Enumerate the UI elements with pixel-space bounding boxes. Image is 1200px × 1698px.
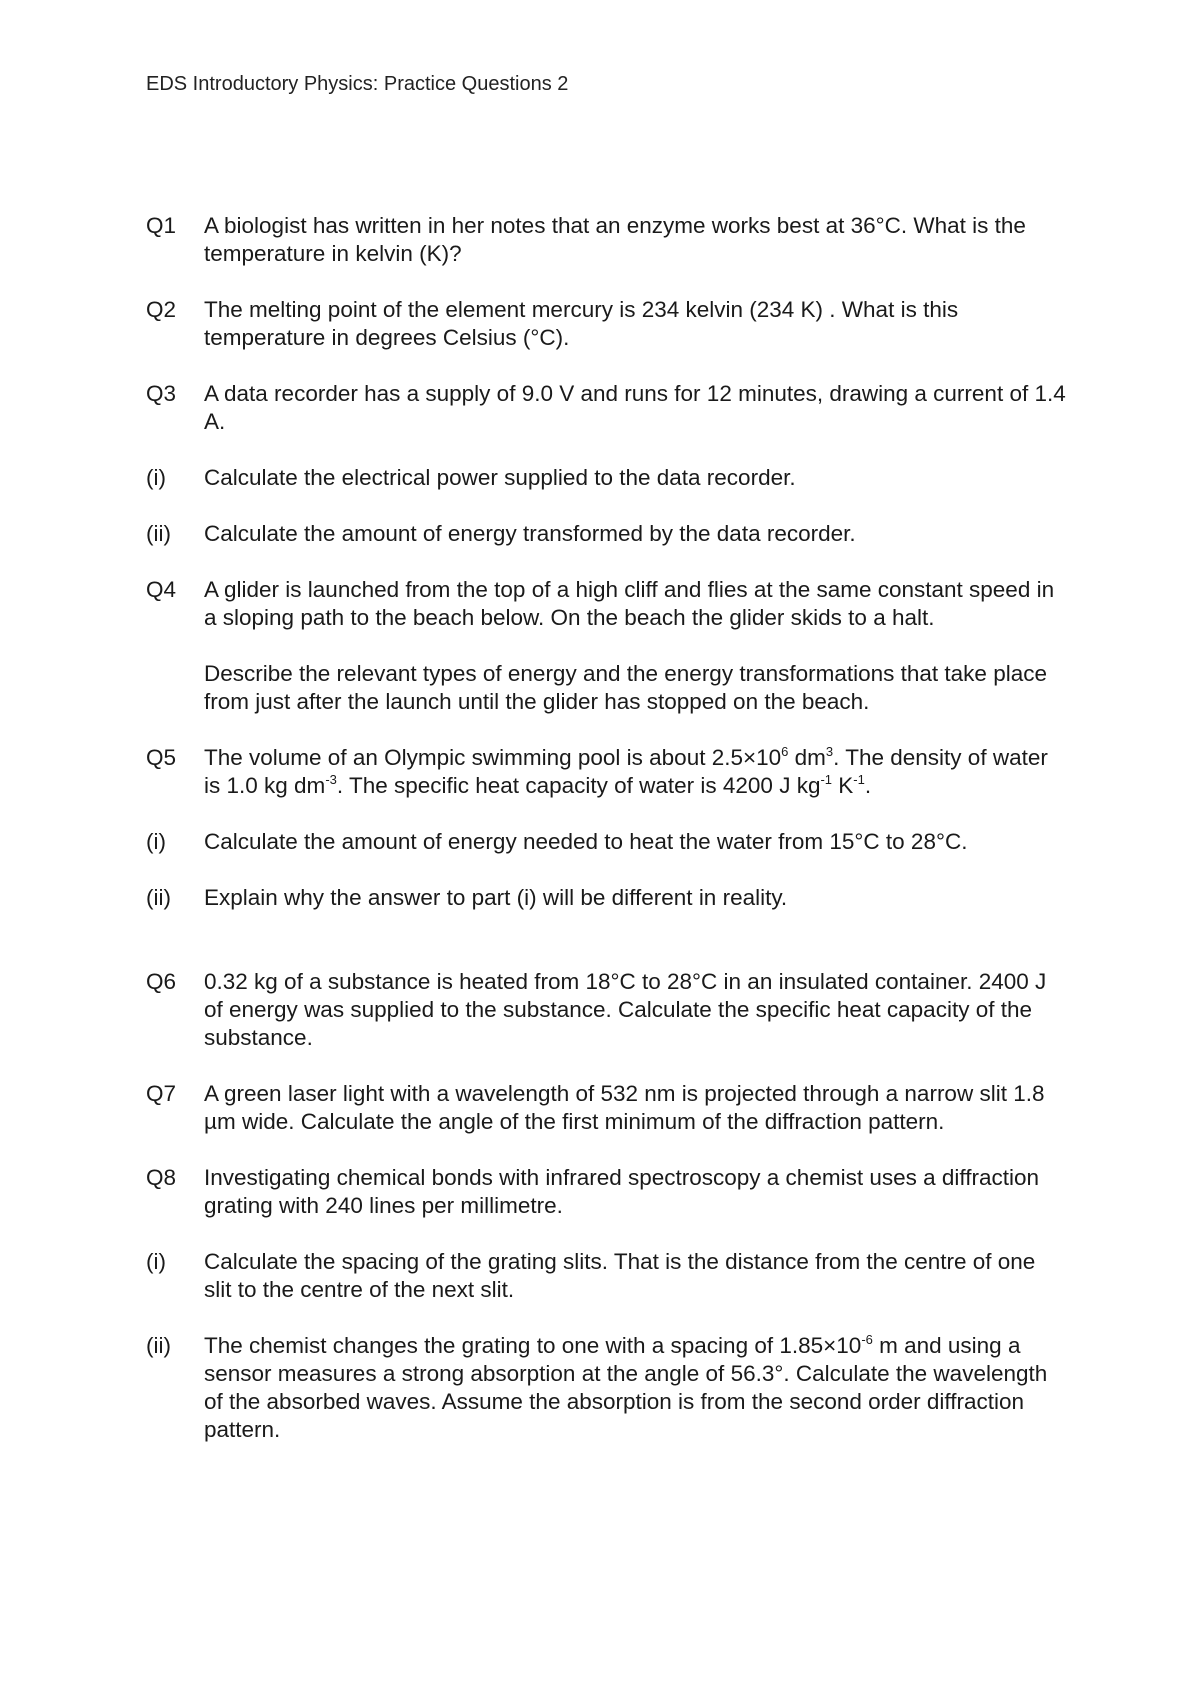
question-text-followup: Describe the relevant types of energy and the energy transformations that take place from just after the launch until the glider has stopped on the beach.: [204, 661, 1047, 714]
part-text: [204, 1332, 1066, 1444]
question-label: Q1: [146, 213, 177, 238]
question-q7: [146, 1080, 1066, 1136]
question-q6: [146, 968, 1066, 1052]
page-header: EDS Introductory Physics: Practice Questions 2: [146, 73, 569, 95]
exponent: -6: [861, 1331, 873, 1347]
question-text: A green laser light with a wavelength of 532 nm is projected through a narrow slit 1.8 µm wide. Calculate the angle of the first minimum of the diffraction pattern.: [204, 1081, 1045, 1134]
question-q2: [146, 296, 1066, 352]
question-q4: [146, 576, 1066, 716]
question-label: Q5: [146, 745, 177, 770]
text-segment: .: [864, 773, 872, 798]
question-text: 0.32 kg of a substance is heated from 18°C to 28°C in an insulated container. 2400 J of energy was supplied to the substance. Calculate the specific heat capacity of the substance.: [204, 969, 1047, 1050]
question-q5-part-i: [146, 828, 1066, 856]
question-text: [204, 744, 1066, 800]
part-text: Calculate the spacing of the grating slits. That is the distance from the centre of one slit to the centre of the next slit.: [204, 1249, 1036, 1302]
question-label: Q4: [146, 577, 177, 602]
part-text: Calculate the electrical power supplied to the data recorder.: [204, 465, 796, 490]
part-text: Calculate the amount of energy transformed by the data recorder.: [204, 521, 856, 546]
part-label: (i): [146, 1249, 166, 1274]
text-segment: The chemist changes the grating to one with a spacing of 1.85×10: [204, 1333, 862, 1358]
part-label: (ii): [146, 521, 171, 546]
exponent: 6: [781, 743, 789, 759]
question-text: The melting point of the element mercury is 234 kelvin (234 K) . What is this temperature in degrees Celsius (°C).: [204, 297, 959, 350]
question-q8-part-i: [146, 1248, 1066, 1304]
text-segment: . The specific heat capacity of water is 4200 J kg: [336, 773, 821, 798]
text-segment: m and using a sensor measures a strong absorption at the angle of 56.3°. Calculate the wavelength of the absorbed waves. Assume the absorption is from the second order diffraction pattern.: [204, 1333, 1048, 1442]
question-q8-part-ii: [146, 1332, 1066, 1444]
part-label: (i): [146, 465, 166, 490]
question-label: Q3: [146, 381, 177, 406]
text-segment: The volume of an Olympic swimming pool is about 2.5×10: [204, 745, 782, 770]
question-list: [146, 212, 1066, 1472]
exponent: 3: [825, 743, 834, 759]
exponent: -3: [325, 771, 337, 787]
question-label: Q8: [146, 1165, 177, 1190]
question-q3-part-i: [146, 464, 1066, 492]
question-text: A biologist has written in her notes that an enzyme works best at 36°C. What is the temperature in kelvin (K)?: [204, 213, 1026, 266]
question-text: A glider is launched from the top of a high cliff and flies at the same constant speed in a sloping path to the beach below. On the beach the glider skids to a halt.: [204, 577, 1055, 630]
question-text: A data recorder has a supply of 9.0 V and runs for 12 minutes, drawing a current of 1.4 A.: [204, 381, 1066, 434]
part-label: (ii): [146, 885, 171, 910]
question-q1: [146, 212, 1066, 268]
question-q3-part-ii: [146, 520, 1066, 548]
exponent: -1: [820, 771, 833, 787]
question-q8: [146, 1164, 1066, 1220]
text-segment: dm: [788, 745, 826, 770]
question-label: Q2: [146, 297, 177, 322]
question-label: Q6: [146, 969, 177, 994]
question-text: Investigating chemical bonds with infrared spectroscopy a chemist uses a diffraction grating with 240 lines per millimetre.: [204, 1165, 1040, 1218]
text-segment: K: [832, 773, 854, 798]
exponent: -1: [853, 771, 865, 787]
question-q5-part-ii: [146, 884, 1066, 912]
question-q3: [146, 380, 1066, 436]
part-text: Calculate the amount of energy needed to heat the water from 15°C to 28°C.: [204, 829, 968, 854]
part-text: Explain why the answer to part (i) will be different in reality.: [204, 885, 788, 910]
part-label: (i): [146, 829, 166, 854]
question-q5: [146, 744, 1066, 800]
part-label: (ii): [146, 1333, 171, 1358]
text-segment: . The density of water is 1.0 kg dm: [204, 745, 1048, 798]
question-label: Q7: [146, 1081, 177, 1106]
